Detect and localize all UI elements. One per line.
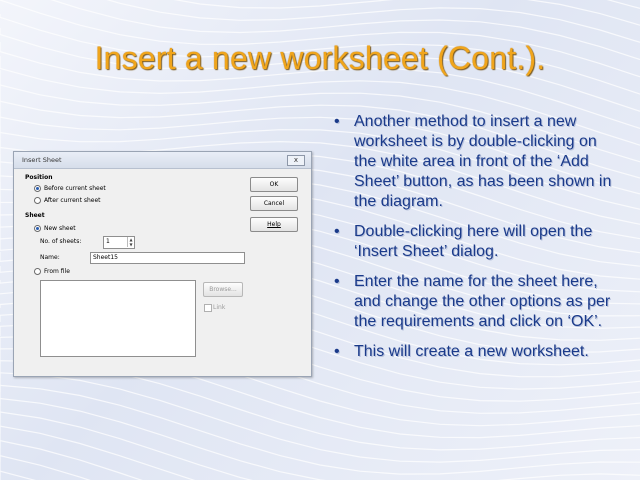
- from-file-label: From file: [44, 268, 70, 275]
- dialog-titlebar: [14, 152, 311, 169]
- link-checkbox[interactable]: [204, 304, 212, 312]
- link-label: Link: [213, 304, 226, 311]
- position-section-label: Position: [25, 174, 53, 181]
- number-of-sheets-stepper[interactable]: [103, 236, 135, 249]
- bullet-text: Another method to insert a new worksheet is by double-clicking on the white area in front of the ‘Add Sheet’ button, as has been shown in the diagram.: [354, 113, 612, 210]
- bullet-text: This will create a new worksheet.: [354, 343, 589, 360]
- wave-line: [0, 385, 640, 474]
- browse-button[interactable]: Browse...: [203, 282, 243, 297]
- sheet-name-input[interactable]: [90, 252, 245, 264]
- bullet-dot-icon: •: [334, 343, 340, 360]
- wave-line: [0, 0, 640, 8]
- new-sheet-radio[interactable]: [34, 225, 41, 232]
- ok-button[interactable]: OK: [250, 177, 298, 192]
- bullet-dot-icon: •: [334, 113, 340, 130]
- bullet-dot-icon: •: [334, 273, 340, 290]
- cancel-button[interactable]: Cancel: [250, 196, 298, 211]
- wave-line: [0, 441, 640, 480]
- from-file-radio[interactable]: [34, 268, 41, 275]
- wave-line: [0, 471, 640, 480]
- sheet-section-label: Sheet: [25, 212, 45, 219]
- close-icon[interactable]: x: [287, 155, 305, 166]
- number-of-sheets-value: 1: [106, 238, 110, 245]
- bullet-text: Enter the name for the sheet here, and change the other options as per the requirements and click on ‘OK’.: [354, 273, 611, 330]
- stepper-up-icon[interactable]: ▲: [127, 237, 134, 242]
- bullet-item: [330, 222, 620, 262]
- help-button[interactable]: Help: [250, 217, 298, 232]
- stepper-down-icon[interactable]: ▼: [127, 242, 134, 247]
- after-current-sheet-radio[interactable]: [34, 197, 41, 204]
- before-current-sheet-radio[interactable]: [34, 185, 41, 192]
- name-label: Name:: [40, 254, 60, 261]
- bullet-item: [330, 112, 620, 212]
- bullet-dot-icon: •: [334, 223, 340, 240]
- dialog-title: Insert Sheet: [22, 156, 62, 164]
- insert-sheet-dialog: [13, 151, 312, 377]
- bullet-text: Double-clicking here will open the ‘Insert Sheet’ dialog.: [354, 223, 593, 260]
- file-list-box[interactable]: [40, 280, 196, 357]
- before-current-sheet-label: Before current sheet: [44, 185, 106, 192]
- new-sheet-label: New sheet: [44, 225, 76, 232]
- slide-title: Insert a new worksheet (Cont.).: [94, 40, 546, 76]
- bullet-item: [330, 342, 620, 362]
- sheet-name-value: Sheet15: [93, 254, 118, 261]
- wave-line: [0, 399, 640, 480]
- after-current-sheet-label: After current sheet: [44, 197, 101, 204]
- number-of-sheets-label: No. of sheets:: [40, 238, 82, 245]
- bullet-item: [330, 272, 620, 332]
- bullet-list: [330, 112, 620, 372]
